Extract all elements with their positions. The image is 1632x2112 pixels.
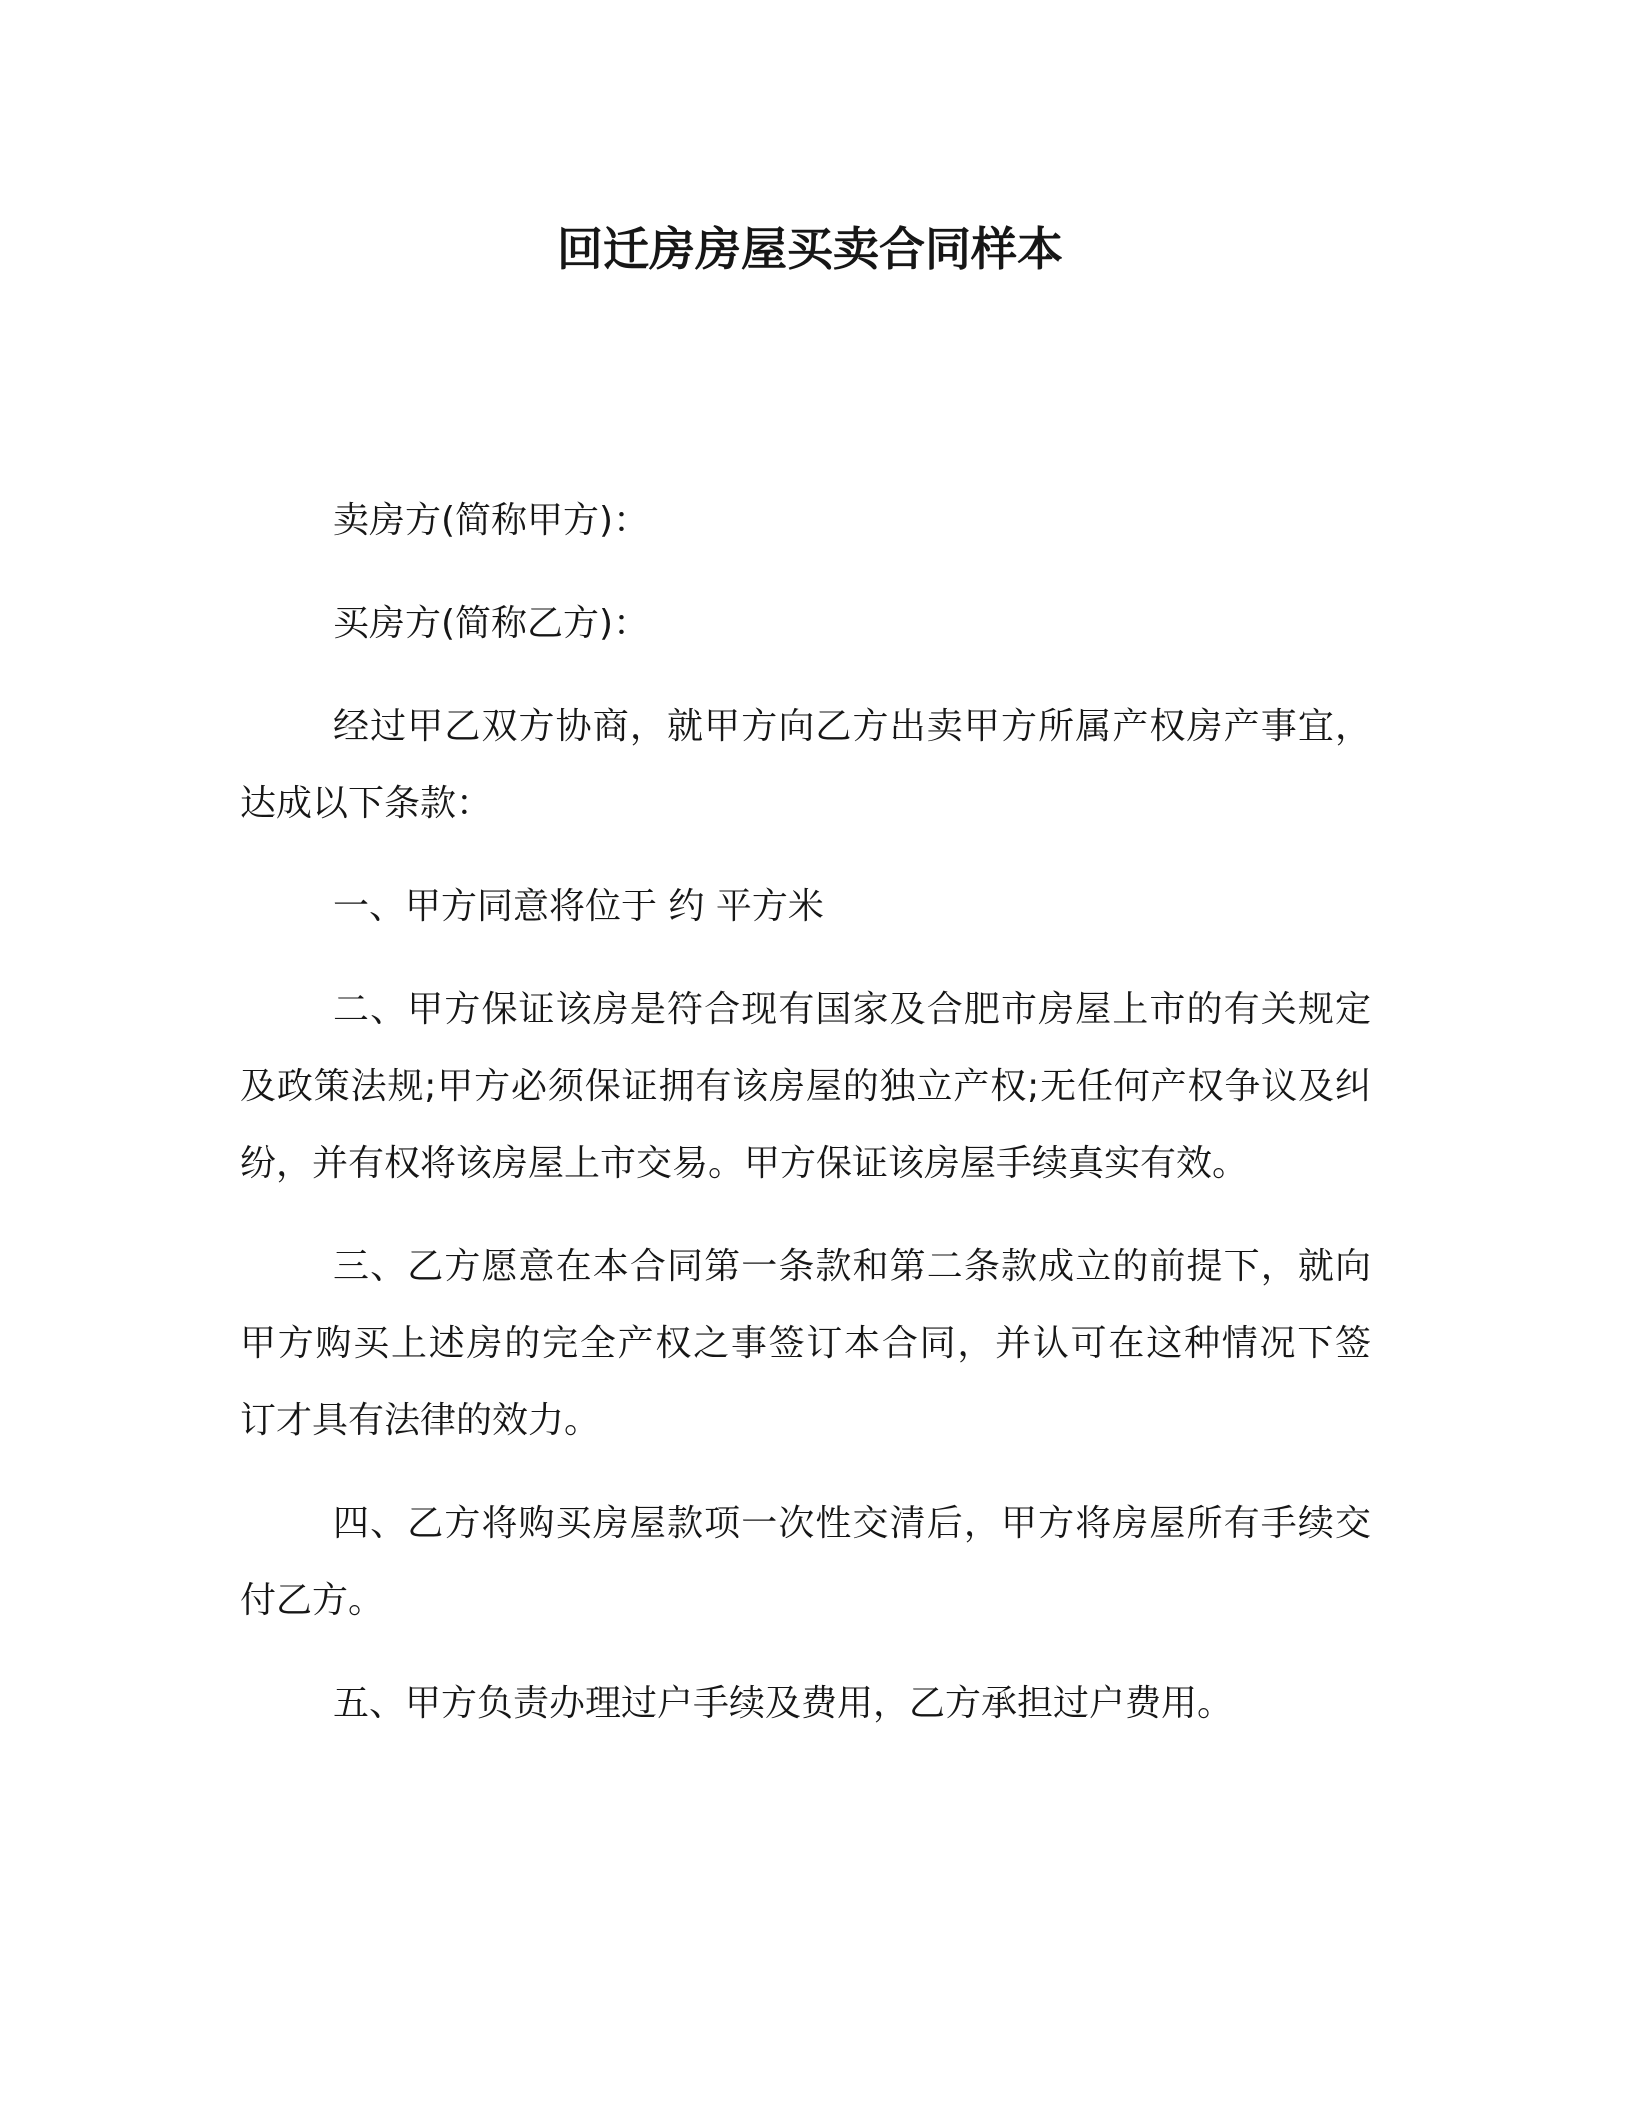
clause-1-paragraph — [240, 868, 1371, 945]
paragraph-line: 卖房方(简称甲方)： — [333, 500, 650, 541]
buyer-paragraph — [240, 585, 1371, 662]
paragraph-line: 付乙方。 — [240, 1580, 385, 1621]
paragraph-line: 四、乙方将购买房屋款项一次性交清后，甲方将房屋所有手续交 — [333, 1503, 1371, 1544]
document-title: 回迁房房屋买卖合同样本 — [557, 222, 1063, 276]
seller-paragraph — [240, 482, 1371, 559]
paragraph-line: 达成以下条款： — [240, 783, 493, 824]
paragraph-line: 订才具有法律的效力。 — [240, 1400, 601, 1441]
clause-2-paragraph — [240, 971, 1371, 1202]
preamble-paragraph — [240, 688, 1371, 842]
paragraph-line: 买房方(简称乙方)： — [333, 603, 650, 644]
clause-3-paragraph — [240, 1228, 1371, 1459]
clause-4-paragraph — [240, 1485, 1371, 1639]
paragraph-line: 纷，并有权将该房屋上市交易。甲方保证该房屋手续真实有效。 — [240, 1143, 1249, 1184]
paragraph-line: 一、甲方同意将位于 约 平方米 — [333, 886, 824, 927]
paragraph-line: 三、乙方愿意在本合同第一条款和第二条款成立的前提下，就向 — [333, 1246, 1371, 1287]
paragraph-line: 及政策法规;甲方必须保证拥有该房屋的独立产权;无任何产权争议及纠 — [240, 1066, 1371, 1107]
contract-body — [240, 482, 1371, 1768]
paragraph-line: 五、甲方负责办理过户手续及费用，乙方承担过户费用。 — [333, 1683, 1234, 1724]
clause-5-paragraph — [240, 1665, 1371, 1742]
paragraph-line: 经过甲乙双方协商，就甲方向乙方出卖甲方所属产权房产事宜， — [333, 706, 1371, 747]
paragraph-line: 甲方购买上述房的完全产权之事签订本合同，并认可在这种情况下签 — [240, 1323, 1371, 1364]
paragraph-line: 二、甲方保证该房是符合现有国家及合肥市房屋上市的有关规定 — [333, 989, 1371, 1030]
